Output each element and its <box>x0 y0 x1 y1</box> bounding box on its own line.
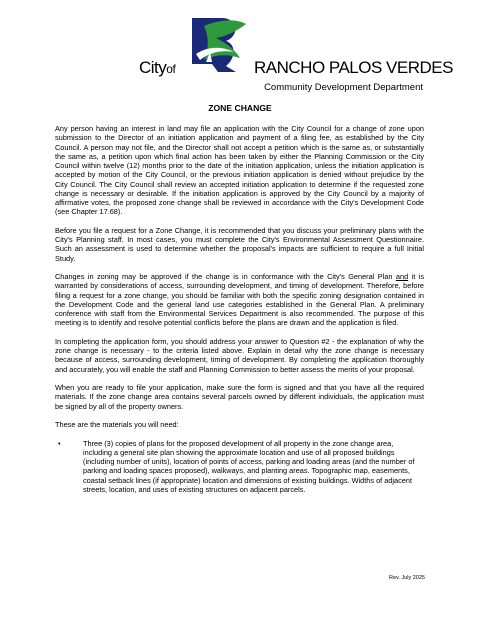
department-name: Community Development Department <box>264 82 423 93</box>
list-item-text: Three (3) copies of plans for the proposed development of all property in the zone change area, including a general site plan showing the approximate location and use of all proposed buildings (including number of units), location of points of access, parking and loading areas (and the number of parking and loading spaces proposed), walkways, and planting areas. Topographic map, easements, coastal setback lines (if appropriate) location and dimensions of existing buildings. Widths of adjacent streets, location, and uses of existing structures on adjacent parcels. <box>83 438 415 494</box>
city-logo-icon <box>178 14 248 74</box>
paragraph: In completing the application form, you should address your answer to Question #2 - the explanation of why the zone change is necessary - to the criteria listed above. Explain in detail why the zone change is necessary because of access, surrounding development, timing of development. By completing the application thoroughly and accurately, you will enable the staff and Planning Commission to better assess the merits of your proposal. <box>55 336 424 374</box>
city-word: City <box>139 58 167 77</box>
list-item <box>55 439 424 495</box>
paragraph-text: Changes in zoning may be approved if the change is in conformance with the City's General Plan <box>55 272 396 281</box>
paragraph: Before you file a request for a Zone Change, it is recommended that you discuss your preliminary plans with the City's Planning staff. In most cases, you must complete the City's Environmental Assessment Questionnaire. Such an assessment is used to determine whether the proposal's impacts are sufficient to require a full Initial Study. <box>55 225 424 263</box>
document-title: ZONE CHANGE <box>208 103 272 113</box>
bullet-icon: • <box>58 438 61 448</box>
city-of-wordmark <box>139 58 175 78</box>
paragraph: Any person having an interest in land may file an application with the City Council for a change of zone upon submission to the Director of an initiation application and payment of a filing fee, as established by the City Council. A person may not file, and the Director shall not accept a petition which is the same as, or substantially the same as, a petition upon which final action has been taken by either the Planning Commission or the City Council within twelve (12) months prior to the date of the initiation application, unless the initiation application is accepted by motion of the City Council, or the previous initiation application is denied without prejudice by the City Council. The City Council shall review an accepted initiation application to determine if the requested zone change is necessary or desirable. If the initiation application is approved by the City Council by a majority of affirmative votes, the proposed zone change shall be reviewed in accordance with the City's Development Code (see Chapter 17.68). <box>55 124 424 217</box>
paragraph: These are the materials you will need: <box>55 420 179 429</box>
revision-note: Rev. July 2025 <box>389 575 425 581</box>
paragraph-text: it is warranted by considerations of access, surrounding development, and timing of development. Therefore, before filing a request for a zone change, you should be familiar with both the specific zoning designation contained in the Development Code and the general land use categories established in the General Plan. A preliminary conference with staff from the Environmental Services Department is also recommended. The purpose of this meeting is to identify and resolve potential conflicts before the plans are drawn and the application is filed. <box>55 272 424 328</box>
paragraph-general-plan <box>55 272 424 328</box>
city-name-wordmark: RANCHO PALOS VERDES <box>254 58 453 77</box>
underlined-and: and <box>395 272 409 281</box>
of-word: of <box>166 62 176 76</box>
paragraph: When you are ready to file your application, make sure the form is signed and that you have all the required materials. If the zone change area contains several parcels owned by different individuals, the application must be signed by all of the property owners. <box>55 383 424 411</box>
document-body <box>55 124 424 494</box>
